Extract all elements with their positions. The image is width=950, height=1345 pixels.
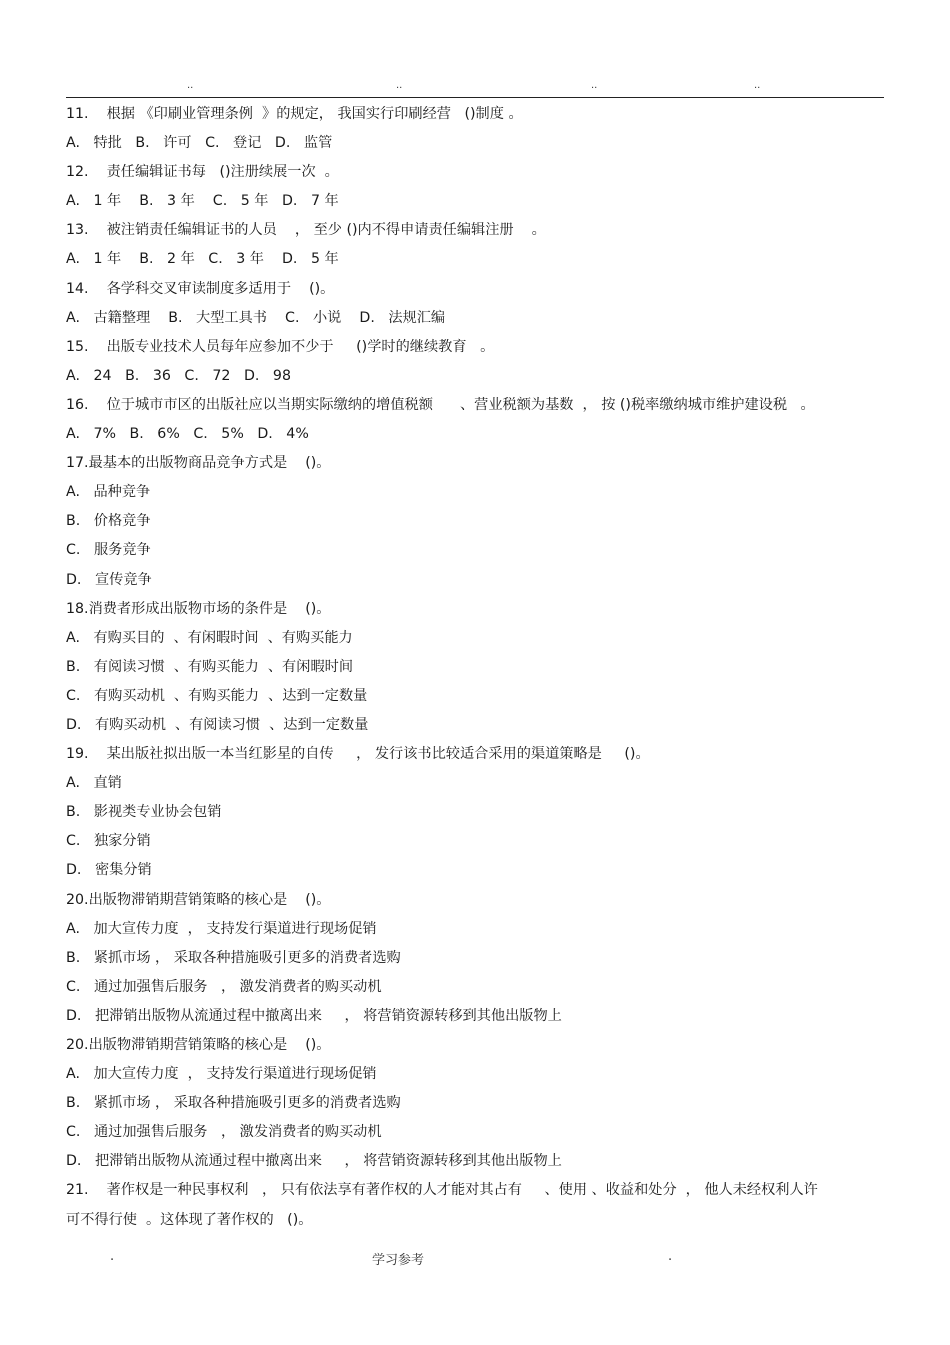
options-14: A. 古籍整理 B. 大型工具书 C. 小说 D. 法规汇编 xyxy=(66,309,446,326)
option-18c: C. 有购买动机 、有购买能力 、达到一定数量 xyxy=(66,687,368,704)
header-rule xyxy=(66,97,884,98)
option-19d: D. 密集分销 xyxy=(66,862,152,879)
header-mark: .. xyxy=(187,80,194,91)
option-20c: C. 通过加强售后服务 ， 激发消费者的购买动机 xyxy=(66,978,382,995)
question-21-part1: 21. 著作权是一种民事权利 ， 只有依法享有著作权的人才能对其占有 、使用 、收益和处分 ， 他人未经权利人许 xyxy=(66,1182,818,1199)
question-20: 20.出版物滞销期营销策略的核心是 ()。 xyxy=(66,891,331,908)
footer-right-mark: . xyxy=(668,1249,673,1264)
question-15: 15. 出版专业技术人员每年应参加不少于 ()学时的继续教育 。 xyxy=(66,338,495,355)
question-19: 19. 某出版社拟出版一本当红影星的自传 ， 发行该书比较适合采用的渠道策略是 ()。 xyxy=(66,746,650,763)
option-20d-repeat: D. 把滞销出版物从流通过程中撤离出来 ， 将营销资源转移到其他出版物上 xyxy=(66,1153,562,1170)
question-11: 11. 根据 《印刷业管理条例 》的规定， 我国实行印刷经营 ()制度 。 xyxy=(66,106,523,122)
question-list xyxy=(66,100,886,1235)
question-16: 16. 位于城市市区的出版社应以当期实际缴纳的增值税额 、营业税额为基数 ， 按 ()税率缴纳城市维护建设税 。 xyxy=(66,396,815,413)
option-20b: B. 紧抓市场 ， 采取各种措施吸引更多的消费者选购 xyxy=(66,949,401,966)
options-15: A. 24 B. 36 C. 72 D. 98 xyxy=(66,367,291,384)
question-13: 13. 被注销责任编辑证书的人员 ， 至少 ()内不得申请责任编辑注册 。 xyxy=(66,222,546,239)
option-18d: D. 有购买动机 、有阅读习惯 、达到一定数量 xyxy=(66,716,369,733)
option-20a: A. 加大宣传力度 ， 支持发行渠道进行现场促销 xyxy=(66,920,377,937)
option-17a: A. 品种竞争 xyxy=(66,484,151,501)
option-17d: D. 宣传竞争 xyxy=(66,571,152,588)
option-18b: B. 有阅读习惯 、有购买能力 、有闲暇时间 xyxy=(66,658,354,675)
question-17: 17.最基本的出版物商品竞争方式是 ()。 xyxy=(66,455,331,472)
question-20-repeat: 20.出版物滞销期营销策略的核心是 ()。 xyxy=(66,1037,331,1053)
question-12: 12. 责任编辑证书每 ()注册续展一次 。 xyxy=(66,164,339,181)
question-18: 18.消费者形成出版物市场的条件是 ()。 xyxy=(66,600,331,617)
question-14: 14. 各学科交叉审读制度多适用于 ()。 xyxy=(66,280,335,297)
question-21-part2: 可不得行使 。这体现了著作权的 ()。 xyxy=(66,1211,313,1228)
options-13: A. 1 年 B. 2 年 C. 3 年 D. 5 年 xyxy=(66,251,339,268)
option-20d: D. 把滞销出版物从流通过程中撤离出来 ， 将营销资源转移到其他出版物上 xyxy=(66,1007,562,1024)
footer-left-mark: . xyxy=(110,1249,115,1264)
footer-caption: 学习参考 xyxy=(372,1253,425,1268)
option-17c: C. 服务竞争 xyxy=(66,542,151,559)
header-mark: .. xyxy=(396,80,403,91)
options-16: A. 7% B. 6% C. 5% D. 4% xyxy=(66,426,309,443)
options-12: A. 1 年 B. 3 年 C. 5 年 D. 7 年 xyxy=(66,193,339,210)
option-20a-repeat: A. 加大宣传力度 ， 支持发行渠道进行现场促销 xyxy=(66,1066,377,1083)
page-header xyxy=(0,80,950,94)
option-19c: C. 独家分销 xyxy=(66,833,151,850)
page-footer xyxy=(0,1249,950,1269)
header-mark: .. xyxy=(591,80,598,91)
header-mark: .. xyxy=(754,80,761,91)
options-11: A. 特批 B. 许可 C. 登记 D. 监管 xyxy=(66,135,333,152)
option-18a: A. 有购买目的 、有闲暇时间 、有购买能力 xyxy=(66,629,353,646)
option-20b-repeat: B. 紧抓市场 ， 采取各种措施吸引更多的消费者选购 xyxy=(66,1095,401,1112)
option-19a: A. 直销 xyxy=(66,775,122,792)
option-19b: B. 影视类专业协会包销 xyxy=(66,804,222,821)
option-20c-repeat: C. 通过加强售后服务 ， 激发消费者的购买动机 xyxy=(66,1124,382,1141)
option-17b: B. 价格竞争 xyxy=(66,513,151,530)
